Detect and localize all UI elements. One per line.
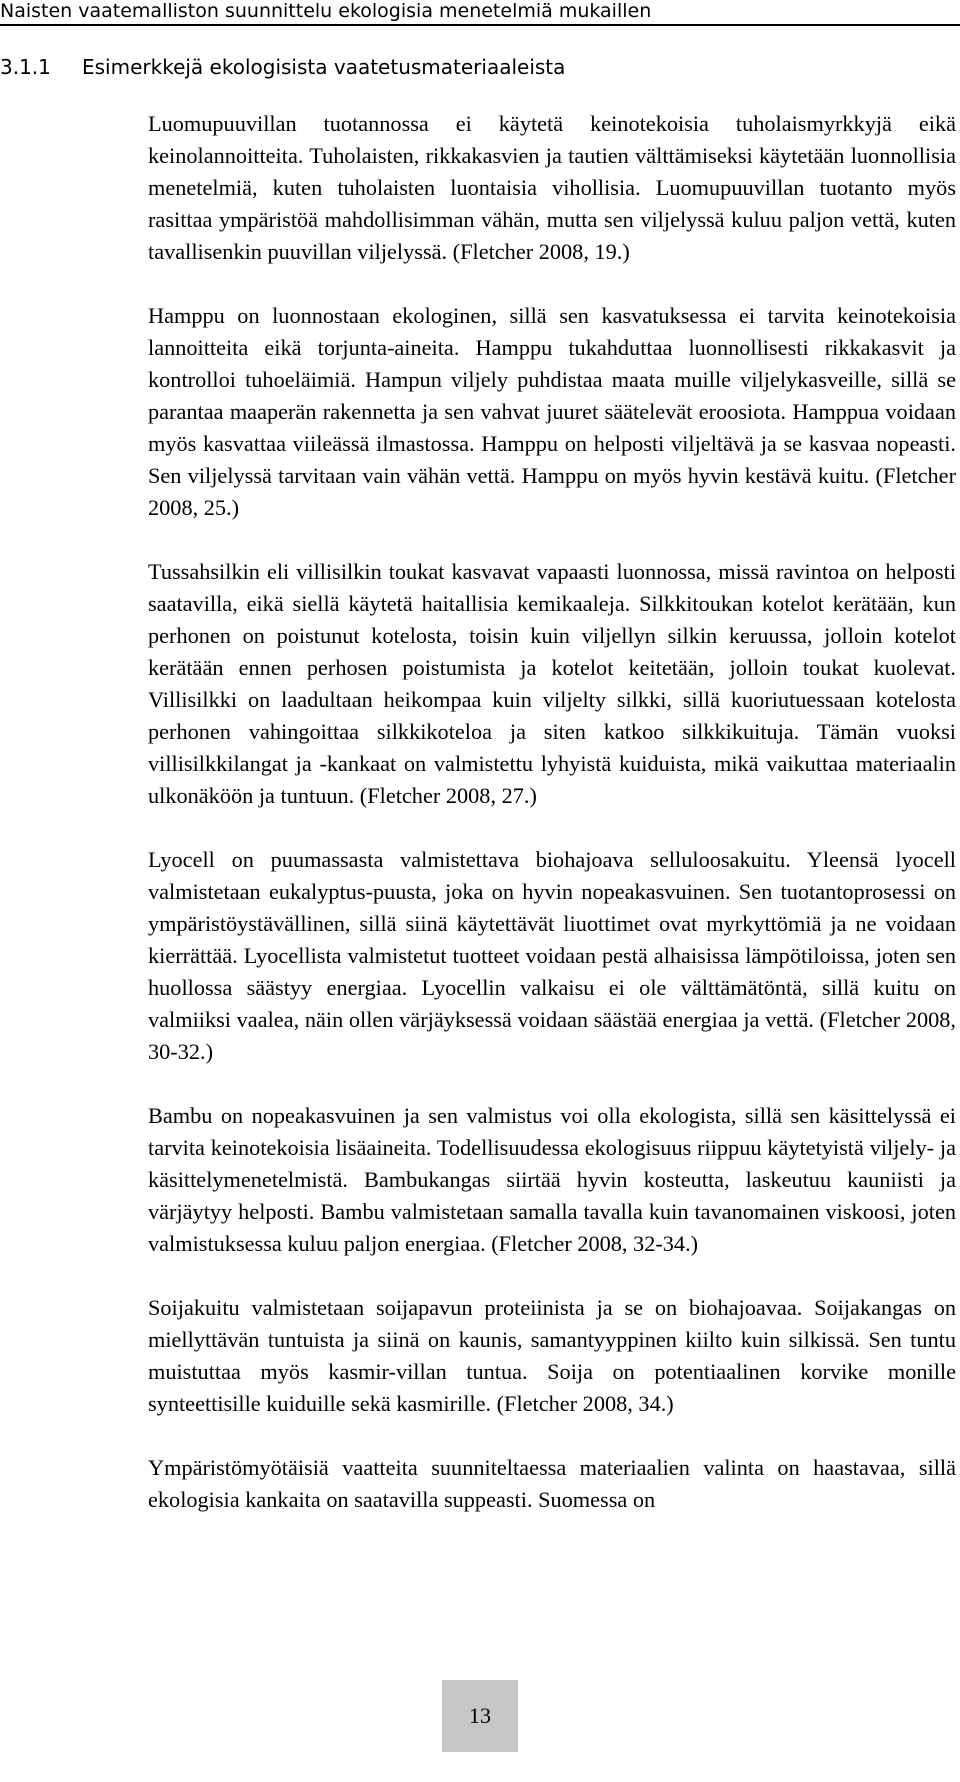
section-heading: [0, 54, 565, 84]
section-title: Esimerkkejä ekologisista vaatetusmateriaaleista: [82, 55, 566, 79]
paragraph-lyocell: Lyocell on puumassasta valmistettava biohajoava selluloosakuitu. Yleensä lyocell valmistetaan eukalyptus-puusta, joka on hyvin nopeakasvuinen. Sen tuotantoprosessi on ympäristöystävällinen, sillä siinä käytettävät liuottimet ovat myrkyttömiä ja ne voidaan kierrättää. Lyocellista valmistetut tuotteet voidaan pestä alhaisissa lämpötiloissa, joten sen huollossa säästyy energiaa. Lyocellin valkaisu ei ole välttämätöntä, sillä kuitu on valmiiksi vaalea, näin ollen värjäyksessä voidaan säästää energiaa ja vettä. (Fletcher 2008, 30-32.): [148, 847, 956, 1064]
section-number: 3.1.1: [0, 55, 51, 79]
page-number: 13: [469, 1703, 491, 1728]
body-text: [148, 108, 956, 1548]
paragraph-wild-silk: Tussahsilkin eli villisilkin toukat kasvavat vapaasti luonnossa, missä ravintoa on helposti saatavilla, eikä siellä käytetä haitallisia kemikaaleja. Silkkitoukan kotelot kerätään, kun perhonen on poistunut kotelosta, toisin kuin viljellyn silkin keruussa, jolloin kotelot kerätään ennen perhosen poistumista ja kotelot keitetään, jolloin toukat kuolevat. Villisilkki on laadultaan heikompaa kuin viljelty silkki, sillä kuoriutuessaan kotelosta perhonen vahingoittaa silkkikoteloa ja siten katkoo silkkikuituja. Tämän vuoksi villisilkkilangat ja -kankaat on valmistettu lyhyistä kuiduista, mikä vaikuttaa materiaalin ulkonäköön ja tuntuun. (Fletcher 2008, 27.): [148, 559, 956, 808]
paragraph-hemp: Hamppu on luonnostaan ekologinen, sillä sen kasvatuksessa ei tarvita keinotekoisia lannoitteita eikä torjunta-aineita. Hamppu tukahduttaa luonnollisesti rikkakasvit ja kontrolloi tuhoeläimiä. Hampun viljely puhdistaa maata muille viljelykasveille, sillä se parantaa maaperän rakennetta ja sen vahvat juuret säätelevät eroosiota. Hamppua voidaan myös kasvattaa viileässä ilmastossa. Hamppu on helposti viljeltävä ja se kasvaa nopeasti. Sen viljelyssä tarvitaan vain vähän vettä. Hamppu on myös hyvin kestävä kuitu. (Fletcher 2008, 25.): [148, 303, 956, 520]
paragraph-bamboo: Bambu on nopeakasvuinen ja sen valmistus voi olla ekologista, sillä sen käsittelyssä ei tarvita keinotekoisia lisäaineita. Todellisuudessa ekologisuus riippuu käytetyistä viljely- ja käsittelymenetelmistä. Bambukangas siirtää hyvin kosteutta, laskeutuu kauniisti ja värjäytyy helposti. Bambu valmistetaan samalla tavalla kuin tavanomainen viskoosi, joten valmistuksessa kuluu paljon energiaa. (Fletcher 2008, 32-34.): [148, 1103, 956, 1256]
page-number-box: [442, 1680, 518, 1752]
running-header: Naisten vaatemalliston suunnittelu ekologisia menetelmiä mukaillen: [0, 0, 652, 22]
paragraph-organic-cotton: Luomupuuvillan tuotannossa ei käytetä keinotekoisia tuholaismyrkkyjä eikä keinolannoitteita. Tuholaisten, rikkakasvien ja tautien välttämiseksi käytetään luonnollisia menetelmiä, kuten tuholaisten luontaisia vihollisia. Luomupuuvillan tuotanto myös rasittaa ympäristöä mahdollisimman vähän, mutta sen viljelyssä kuluu paljon vettä, kuten tavallisenkin puuvillan viljelyssä. (Fletcher 2008, 19.): [148, 111, 956, 264]
paragraph-eco-clothing: Ympäristömyötäisiä vaatteita suunniteltaessa materiaalien valinta on haastavaa, sillä ekologisia kankaita on saatavilla suppeasti. Suomessa on: [148, 1455, 956, 1512]
paragraph-soy: Soijakuitu valmistetaan soijapavun proteiinista ja se on biohajoavaa. Soijakangas on miellyttävän tuntuista ja siinä on kaunis, samantyyppinen kiilto kuin silkissä. Sen tuntu muistuttaa myös kasmir-villan tuntua. Soija on potentiaalinen korvike monille synteettisille kuiduille sekä kasmirille. (Fletcher 2008, 34.): [148, 1295, 956, 1416]
header-rule: [0, 24, 960, 26]
